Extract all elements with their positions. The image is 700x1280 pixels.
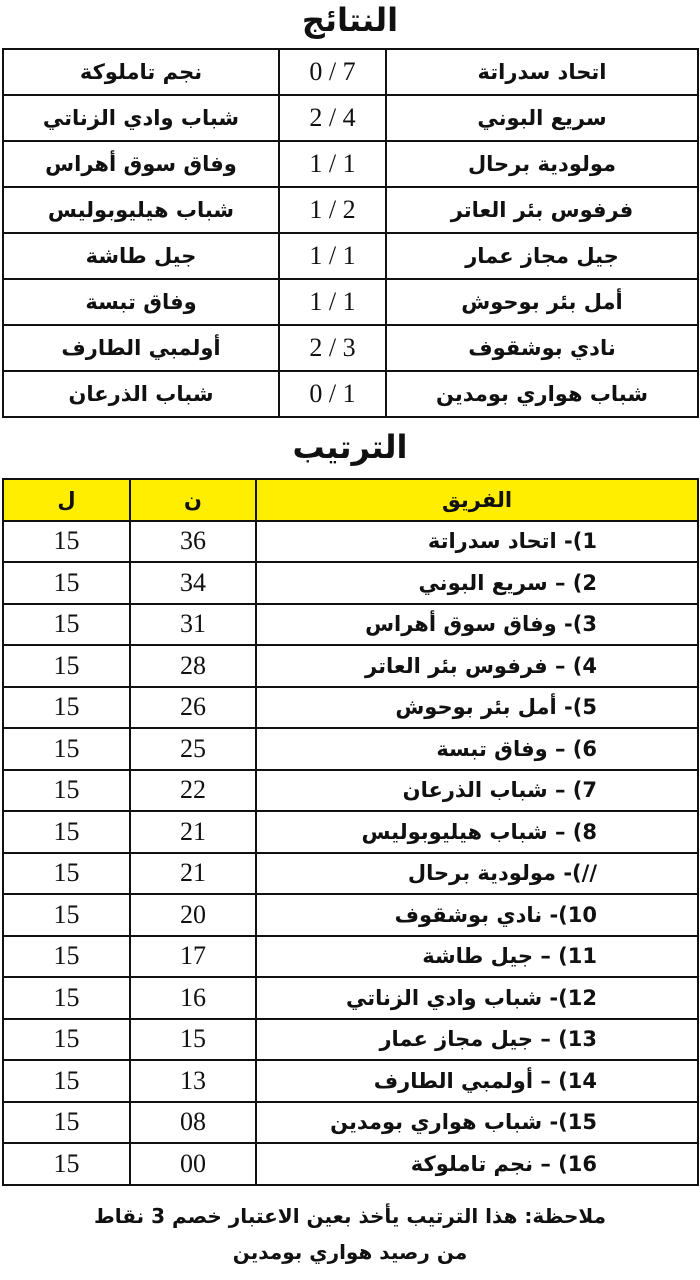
standings-played: 15 — [3, 687, 130, 729]
standings-team: 16) – نجم تاملوكة — [256, 1143, 698, 1185]
standings-row — [3, 1060, 698, 1102]
result-row — [3, 371, 698, 417]
standings-title: الترتيب — [292, 428, 408, 466]
result-score: 2 / 1 — [279, 187, 386, 233]
standings-played: 15 — [3, 894, 130, 936]
result-home-team: فرفوس بئر العاتر — [386, 187, 698, 233]
standings-played: 15 — [3, 1060, 130, 1102]
header-points: ن — [130, 479, 256, 521]
result-home-team: مولودية برحال — [386, 141, 698, 187]
standings-team: 1)- اتحاد سدراتة — [256, 521, 698, 563]
standings-played: 15 — [3, 604, 130, 646]
result-row — [3, 325, 698, 371]
standings-points: 21 — [130, 853, 256, 895]
result-score: 1 / 1 — [279, 233, 386, 279]
standings-team: 5)- أمل بئر بوحوش — [256, 687, 698, 729]
standings-points: 08 — [130, 1102, 256, 1144]
standings-team: //)- مولودية برحال — [256, 853, 698, 895]
standings-played: 15 — [3, 645, 130, 687]
results-title: النتائج — [301, 1, 399, 39]
standings-points: 31 — [130, 604, 256, 646]
standings-team: 3)- وفاق سوق أهراس — [256, 604, 698, 646]
result-away-team: جيل طاشة — [3, 233, 279, 279]
standings-team: 8) – شباب هيليوبوليس — [256, 811, 698, 853]
result-score: 1 / 1 — [279, 279, 386, 325]
standings-row — [3, 728, 698, 770]
standings-played: 15 — [3, 853, 130, 895]
standings-row — [3, 1102, 698, 1144]
standings-row — [3, 894, 698, 936]
standings-played: 15 — [3, 1102, 130, 1144]
result-home-team: اتحاد سدراتة — [386, 49, 698, 95]
standings-played: 15 — [3, 770, 130, 812]
standings-row — [3, 1143, 698, 1185]
standings-team: 2) – سريع البوني — [256, 562, 698, 604]
standings-row — [3, 687, 698, 729]
standings-team: 10)- نادي بوشقوف — [256, 894, 698, 936]
result-home-team: جيل مجاز عمار — [386, 233, 698, 279]
result-home-team: نادي بوشقوف — [386, 325, 698, 371]
standings-team: 15)- شباب هواري بومدين — [256, 1102, 698, 1144]
standings-played: 15 — [3, 936, 130, 978]
result-home-team: شباب هواري بومدين — [386, 371, 698, 417]
standings-team: 13) – جيل مجاز عمار — [256, 1019, 698, 1061]
standings-table — [2, 478, 699, 1186]
standings-points: 20 — [130, 894, 256, 936]
result-away-team: شباب هيليوبوليس — [3, 187, 279, 233]
standings-team: 4) – فرفوس بئر العاتر — [256, 645, 698, 687]
result-away-team: أولمبي الطارف — [3, 325, 279, 371]
note-line-1: ملاحظة: هذا الترتيب يأخذ بعين الاعتبار خصم 3 نقاط — [93, 1204, 606, 1228]
standings-points: 34 — [130, 562, 256, 604]
standings-row — [3, 811, 698, 853]
result-away-team: شباب الذرعان — [3, 371, 279, 417]
standings-played: 15 — [3, 977, 130, 1019]
standings-row — [3, 853, 698, 895]
standings-played: 15 — [3, 728, 130, 770]
standings-note — [0, 1198, 700, 1270]
standings-points: 22 — [130, 770, 256, 812]
result-score: 7 / 0 — [279, 49, 386, 95]
standings-row — [3, 562, 698, 604]
result-away-team: شباب وادي الزناتي — [3, 95, 279, 141]
result-row — [3, 233, 698, 279]
standings-row — [3, 521, 698, 563]
result-row — [3, 187, 698, 233]
standings-played: 15 — [3, 811, 130, 853]
result-away-team: وفاق سوق أهراس — [3, 141, 279, 187]
standings-points: 13 — [130, 1060, 256, 1102]
standings-points: 28 — [130, 645, 256, 687]
standings-team: 6) – وفاق تبسة — [256, 728, 698, 770]
standings-played: 15 — [3, 1143, 130, 1185]
standings-header-row — [3, 479, 698, 521]
standings-points: 15 — [130, 1019, 256, 1061]
result-away-team: وفاق تبسة — [3, 279, 279, 325]
standings-row — [3, 977, 698, 1019]
standings-team: 11) – جيل طاشة — [256, 936, 698, 978]
standings-body — [3, 521, 698, 1185]
result-score: 1 / 0 — [279, 371, 386, 417]
standings-team: 7) – شباب الذرعان — [256, 770, 698, 812]
result-away-team: نجم تاملوكة — [3, 49, 279, 95]
result-row — [3, 49, 698, 95]
standings-row — [3, 770, 698, 812]
standings-played: 15 — [3, 562, 130, 604]
result-score: 4 / 2 — [279, 95, 386, 141]
standings-points: 00 — [130, 1143, 256, 1185]
standings-points: 36 — [130, 521, 256, 563]
standings-row — [3, 1019, 698, 1061]
result-score: 1 / 1 — [279, 141, 386, 187]
standings-row — [3, 645, 698, 687]
standings-team: 14) – أولمبي الطارف — [256, 1060, 698, 1102]
results-body — [3, 49, 698, 417]
result-home-team: سريع البوني — [386, 95, 698, 141]
header-played: ل — [3, 479, 130, 521]
standings-points: 25 — [130, 728, 256, 770]
result-home-team: أمل بئر بوحوش — [386, 279, 698, 325]
standings-row — [3, 936, 698, 978]
standings-points: 17 — [130, 936, 256, 978]
standings-played: 15 — [3, 1019, 130, 1061]
standings-points: 26 — [130, 687, 256, 729]
standings-played: 15 — [3, 521, 130, 563]
standings-team: 12)- شباب وادي الزناتي — [256, 977, 698, 1019]
standings-row — [3, 604, 698, 646]
result-row — [3, 141, 698, 187]
results-table — [2, 48, 699, 418]
result-row — [3, 95, 698, 141]
standings-points: 16 — [130, 977, 256, 1019]
standings-points: 21 — [130, 811, 256, 853]
result-row — [3, 279, 698, 325]
header-team: الفريق — [256, 479, 698, 521]
note-line-2: من رصيد هواري بومدين — [232, 1240, 468, 1264]
result-score: 3 / 2 — [279, 325, 386, 371]
